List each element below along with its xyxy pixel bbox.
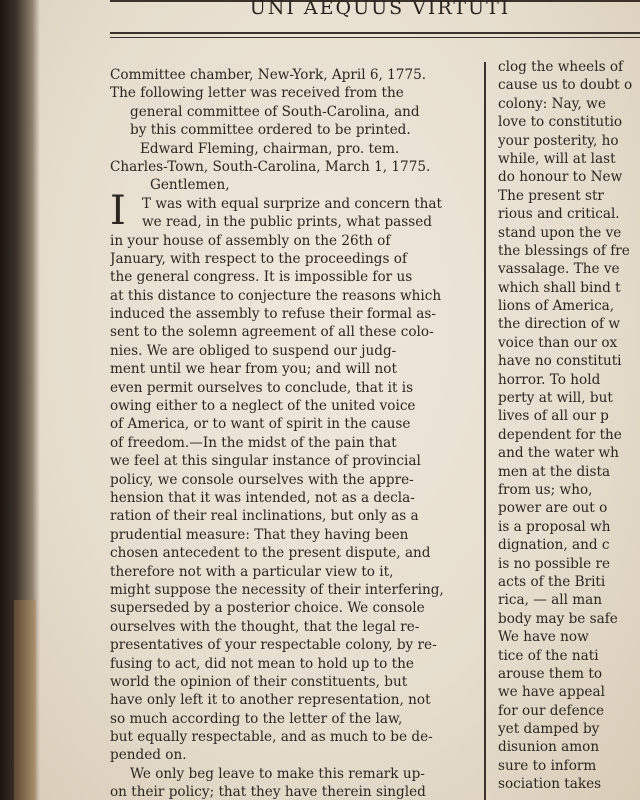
right-column-line: acts of the Briti bbox=[498, 573, 606, 590]
body-line: world the opinion of their constituents, but bbox=[110, 673, 408, 690]
body-line: presentatives of your respectable colony, by re- bbox=[110, 637, 437, 654]
right-column-line: yet damped by bbox=[498, 721, 600, 738]
right-column-lines bbox=[498, 58, 640, 794]
right-column-line: love to constitutio bbox=[498, 114, 623, 131]
right-column-line: disunion amon bbox=[498, 739, 600, 756]
right-column-line: your posterity, ho bbox=[498, 132, 619, 149]
body-line: at this distance to conjecture the reasons which bbox=[110, 287, 442, 304]
body-line: might suppose the necessity of their interfering, bbox=[110, 581, 444, 598]
right-column-line: We have now bbox=[498, 629, 589, 646]
right-column-line: vassalage. The ve bbox=[498, 261, 620, 278]
salutation: Gentlemen, bbox=[150, 177, 230, 194]
body-line: we feel at this singular instance of provincial bbox=[110, 453, 421, 470]
right-column-line: the blessings of fre bbox=[498, 242, 630, 259]
right-column-line: colony: Nay, we bbox=[498, 95, 606, 112]
right-column-line: lions of America, bbox=[498, 298, 615, 315]
body-line: ration of their real inclinations, but only as a bbox=[110, 508, 419, 525]
right-column-line: voice than our ox bbox=[498, 334, 618, 351]
body-line: nies. We are obliged to suspend our judg- bbox=[110, 342, 397, 359]
dateline-line: Committee chamber, New-York, April 6, 1775. bbox=[110, 67, 427, 83]
closing-line: on their policy; that they have therein singled bbox=[110, 784, 426, 800]
masthead-rule-thick bbox=[110, 32, 640, 34]
body-line: pended on. bbox=[110, 747, 187, 764]
body-line: January, with respect to the proceedings of bbox=[110, 250, 408, 267]
right-column-line: have no constituti bbox=[498, 353, 622, 370]
body-line: policy, we console ourselves with the appre- bbox=[110, 471, 414, 488]
right-column-line: arouse them to bbox=[498, 665, 603, 682]
body-line: superseded by a posterior choice. We console bbox=[110, 600, 425, 617]
dateline-line: The following letter was received from the bbox=[110, 85, 404, 102]
body-line: induced the assembly to refuse their formal as- bbox=[110, 306, 436, 323]
drop-cap: I bbox=[110, 187, 126, 234]
body-line: therefore not with a particular view to it, bbox=[110, 563, 394, 580]
masthead-rule-thin bbox=[110, 37, 640, 38]
body-line: even permit ourselves to conclude, that it is bbox=[110, 379, 414, 396]
right-column-line: perty at will, but bbox=[498, 390, 613, 407]
body-line: sent to the solemn agreement of all these colo- bbox=[110, 324, 434, 341]
right-column-line: The present str bbox=[498, 187, 604, 204]
right-column-line: horror. To hold bbox=[498, 371, 601, 388]
right-column-line: rious and critical. bbox=[498, 206, 620, 223]
closing-line: We only beg leave to make this remark up- bbox=[130, 765, 425, 782]
right-column-line: clog the wheels of bbox=[498, 59, 624, 75]
body-line: of freedom.—In the midst of the pain that bbox=[110, 434, 397, 451]
body-line: prudential measure: That they having been bbox=[110, 526, 409, 543]
right-column-line: do honour to New bbox=[498, 169, 623, 186]
letter-body bbox=[110, 187, 472, 765]
right-column-line: from us; who, bbox=[498, 481, 593, 498]
body-line: have only left it to another representation, not bbox=[110, 692, 431, 709]
body-line: but equally respectable, and as much to be de- bbox=[110, 729, 433, 746]
right-column-line: sociation takes bbox=[498, 776, 602, 793]
body-line: we read, in the public prints, what passed bbox=[142, 214, 432, 231]
right-column-line: tice of the nati bbox=[498, 647, 599, 664]
body-line: of America, or to want of spirit in the cause bbox=[110, 416, 411, 433]
right-column-line: is no possible re bbox=[498, 555, 611, 572]
body-line: fusing to act, did not mean to hold up to the bbox=[110, 655, 414, 672]
left-column bbox=[110, 66, 472, 800]
body-line: T was with equal surprize and concern that bbox=[142, 195, 442, 212]
right-column-line: while, will at last bbox=[498, 150, 616, 167]
right-column-line: men at the dista bbox=[498, 463, 611, 480]
right-column-line: rica, — all man bbox=[498, 592, 602, 609]
page-edge-stain bbox=[14, 600, 36, 800]
right-column-line: and the water wh bbox=[498, 445, 619, 462]
column-divider bbox=[484, 62, 486, 800]
right-column-line: lives of all our p bbox=[498, 408, 609, 425]
chairman-signature: Edward Fleming, chairman, pro. tem. bbox=[140, 140, 400, 157]
right-column-line: dependent for the bbox=[498, 426, 622, 443]
body-line: hension that it was intended, not as a decla- bbox=[110, 489, 415, 506]
right-column-line: stand upon the ve bbox=[498, 224, 622, 241]
right-column-line: sure to inform bbox=[498, 757, 597, 774]
body-line: chosen antecedent to the present dispute, and bbox=[110, 545, 431, 562]
right-column-line: the direction of w bbox=[498, 316, 621, 333]
right-column-line: for our defence bbox=[498, 702, 605, 719]
body-line: ourselves with the thought, that the legal re- bbox=[110, 618, 420, 635]
letter-origin: Charles-Town, South-Carolina, March 1, 1775. bbox=[110, 158, 431, 175]
dateline-line: general committee of South-Carolina, and bbox=[130, 103, 420, 120]
right-column-line: we have appeal bbox=[498, 684, 605, 701]
body-lines bbox=[110, 232, 472, 765]
body-line: the general congress. It is impossible for us bbox=[110, 269, 413, 286]
right-column bbox=[498, 58, 640, 794]
right-column-line: cause us to doubt o bbox=[498, 77, 633, 94]
body-line: so much according to the letter of the law, bbox=[110, 710, 403, 727]
right-column-line: is a proposal wh bbox=[498, 518, 611, 535]
masthead-motto: UNI AEQUUS VIRTUTI bbox=[249, 0, 511, 19]
body-line: ment until we hear from you; and will not bbox=[110, 361, 397, 378]
right-column-line: which shall bind t bbox=[498, 279, 621, 296]
right-column-line: dignation, and c bbox=[498, 537, 610, 554]
body-line: in your house of assembly on the 26th of bbox=[110, 232, 391, 249]
dateline-line: by this committee ordered to be printed. bbox=[130, 122, 411, 139]
right-column-line: body may be safe bbox=[498, 610, 618, 627]
right-column-line: power are out o bbox=[498, 500, 608, 517]
body-line: owing either to a neglect of the united voice bbox=[110, 398, 416, 415]
